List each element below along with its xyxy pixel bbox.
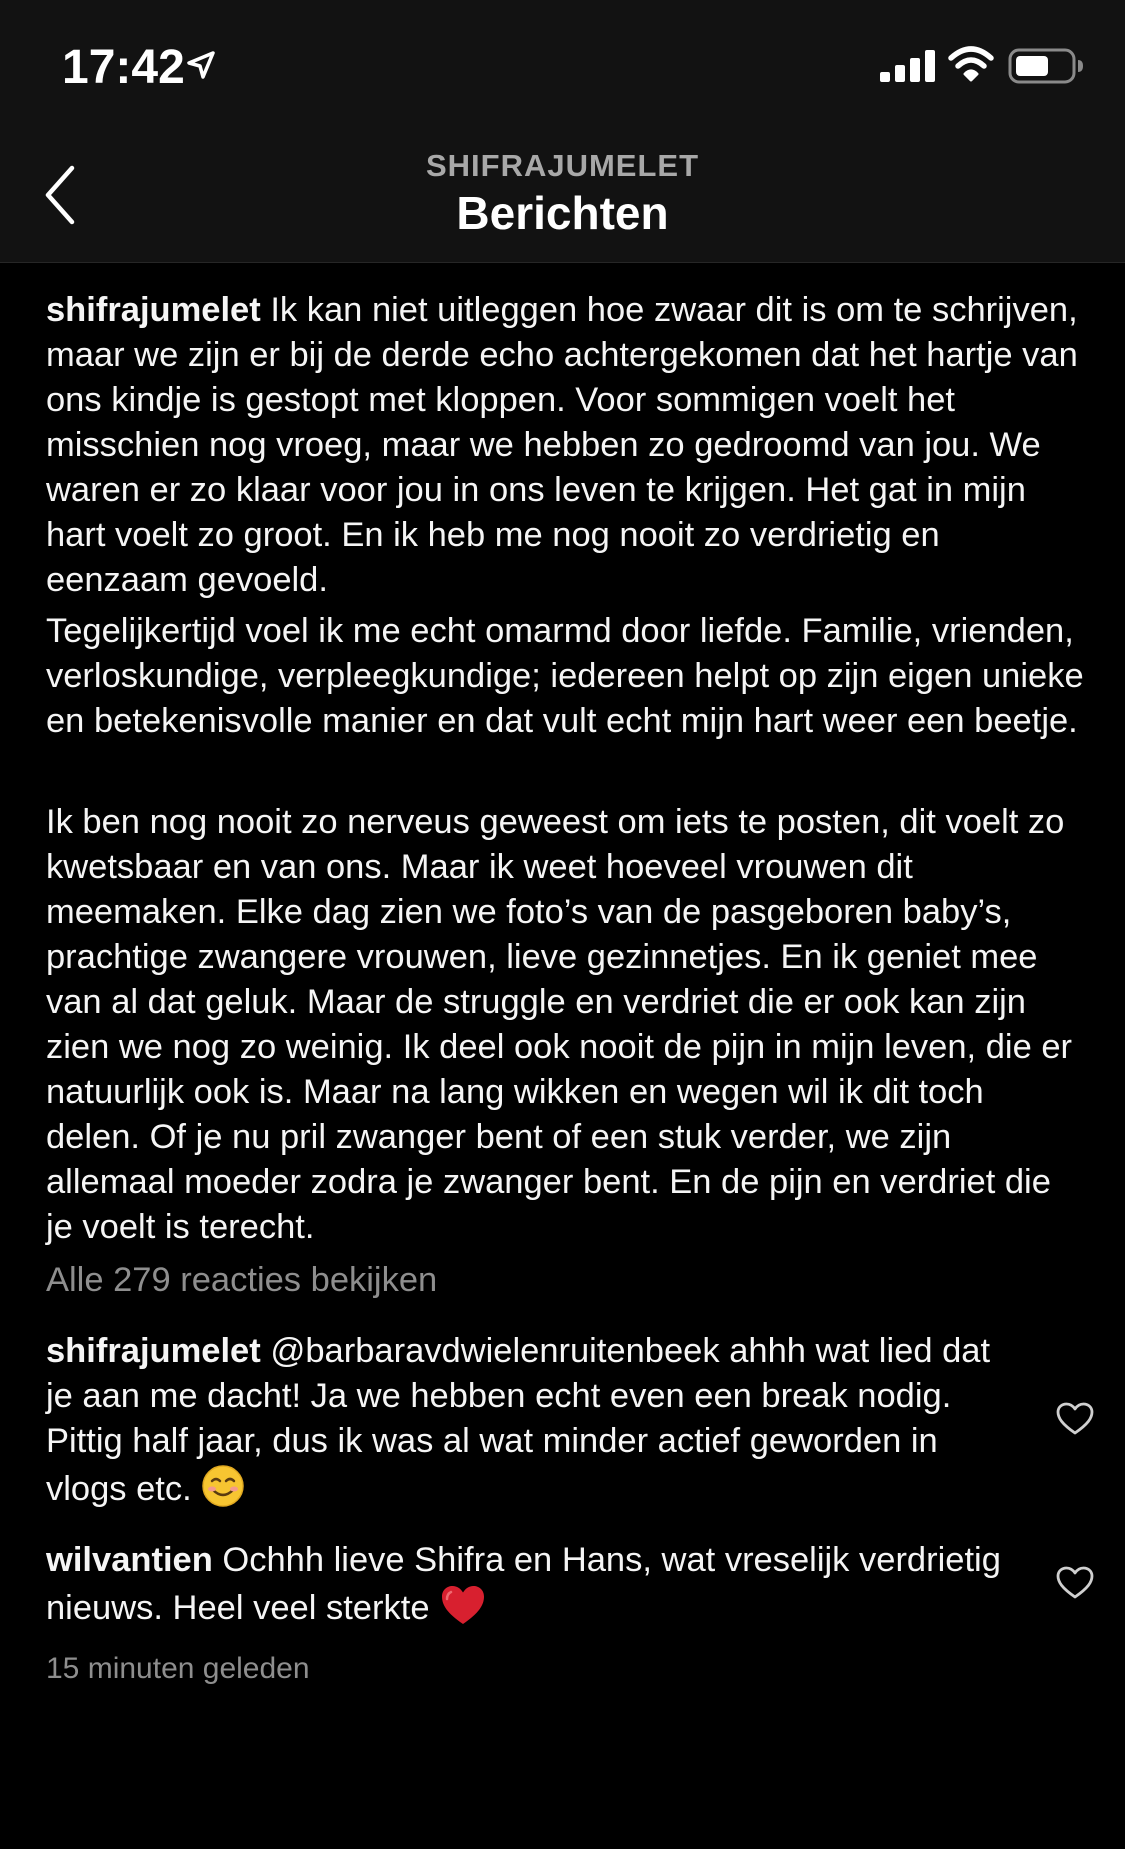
- comment-item: [46, 1329, 1086, 1512]
- comment-username[interactable]: shifrajumelet: [46, 1332, 261, 1370]
- view-all-comments-link[interactable]: Alle 279 reacties bekijken: [46, 1261, 438, 1299]
- cellular-signal-icon: [880, 50, 936, 82]
- comment-item: [46, 1538, 1086, 1631]
- comment-text: Ochhh lieve Shifra en Hans, wat vreselijk verdrietig nieuws. Heel veel sterkte: [46, 1541, 1001, 1627]
- smiling-face-icon: [201, 1464, 245, 1508]
- wifi-icon: [948, 46, 994, 82]
- header-subtitle: SHIFRAJUMELET: [425, 148, 700, 183]
- comment-timestamp: 15 minuten geleden: [46, 1652, 310, 1685]
- comments-content: [46, 288, 1086, 1689]
- post-caption: [46, 288, 1086, 603]
- comment-username[interactable]: wilvantien: [46, 1541, 213, 1579]
- caption-paragraph-3: Ik ben nog nooit zo nerveus geweest om iets te posten, dit voelt zo kwetsbaar en van ons. Maar ik weet hoeveel vrouwen dit meemaken. Elke dag zien we foto’s van de pasgeboren baby’s, prachtige zwangere vrouwen, lieve gezinnetjes. En ik geniet mee van al dat geluk. Maar de struggle en verdriet die er ook kan zijn zien we nog zo weinig. Ik deel ook nooit de pijn in mijn leven, die er natuurlijk ook is. Maar na lang wikken en wegen wil ik dit toch delen. Of je nu pril zwanger bent of een stuk verder, we zijn allemaal moeder zodra je zwanger bent. En de pijn en verdriet die je voelt is terecht.: [46, 803, 1073, 1246]
- battery-icon: [1008, 48, 1084, 84]
- post-username[interactable]: shifrajumelet: [46, 291, 261, 329]
- red-heart-icon: [439, 1583, 487, 1627]
- status-time: 17:42: [62, 41, 185, 94]
- caption-paragraph-2: Tegelijkertijd voel ik me echt omarmd door liefde. Familie, vrienden, verloskundige, verpleegkundige; iedereen helpt op zijn eigen unieke en betekenisvolle manier en dat vult echt mijn hart weer een beetje.: [46, 612, 1084, 740]
- location-arrow-icon: [186, 50, 216, 80]
- caption-paragraph-1: Ik kan niet uitleggen hoe zwaar dit is om te schrijven, maar we zijn er bij de derde echo achtergekomen dat het hartje van ons kindje is gestopt met kloppen. Voor sommigen voelt het misschien nog vroeg, maar we hebben zo gedroomd van jou. We waren er zo klaar voor jou in ons leven te krijgen. Het gat in mijn hart voelt zo groot. En ik heb me nog nooit zo verdrietig en eenzaam gevoeld.: [46, 291, 1078, 599]
- page-title: Berichten: [456, 187, 669, 239]
- nav-header: [0, 130, 1125, 263]
- status-bar: [0, 0, 1125, 130]
- comment-text: @barbaravdwielenruitenbeek ahhh wat lied dat je aan me dacht! Ja we hebben echt even een break nodig. Pittig half jaar, dus ik was al wat minder actief geworden in vlogs etc.: [46, 1332, 991, 1508]
- heart-outline-icon[interactable]: [1056, 1402, 1094, 1436]
- heart-outline-icon[interactable]: [1056, 1566, 1094, 1600]
